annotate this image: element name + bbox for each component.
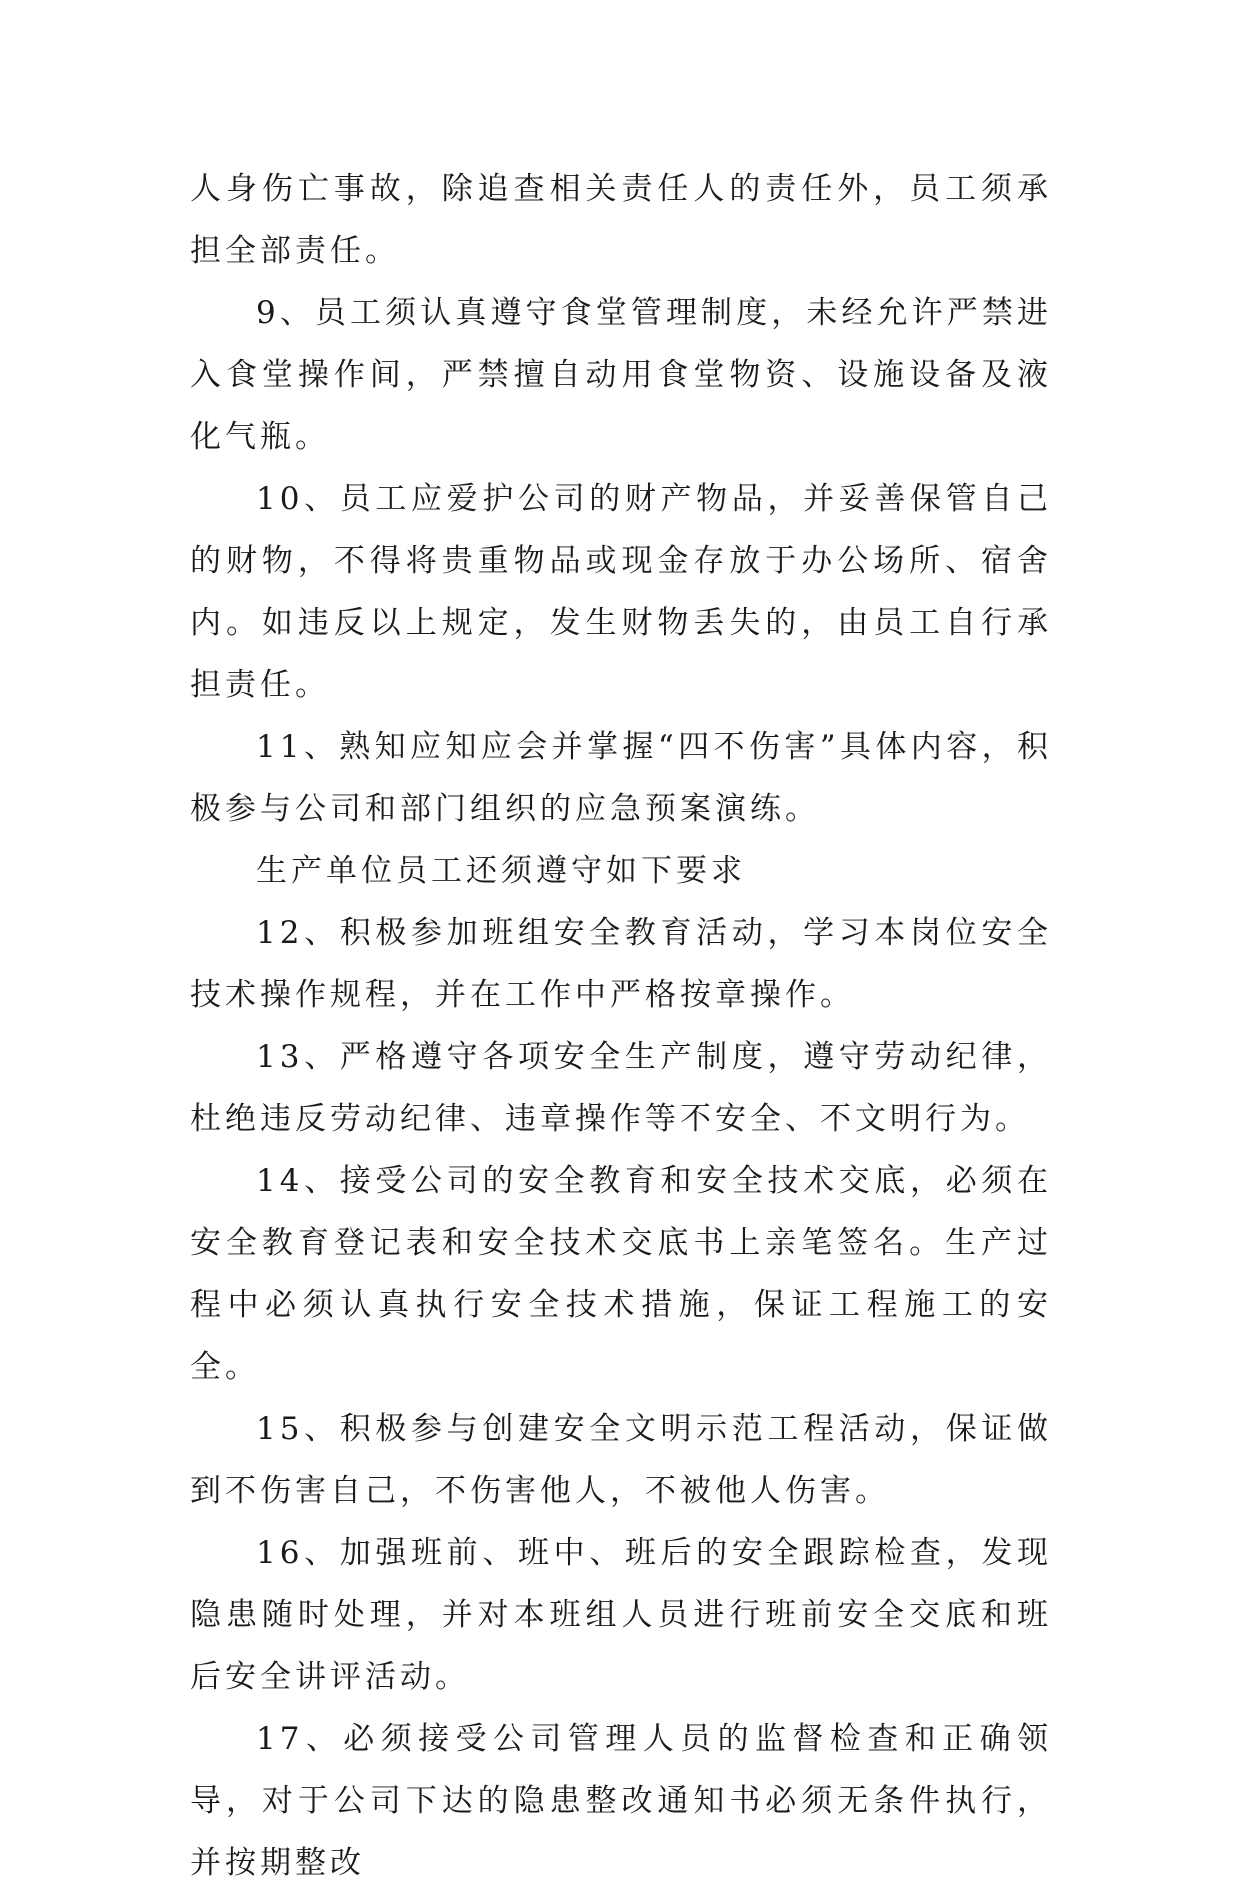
paragraph-item-15: 15、积极参与创建安全文明示范工程活动，保证做到不伤害自己，不伤害他人，不被他人伤害。 <box>190 1411 1052 1509</box>
paragraph-item-17: 17、必须接受公司管理人员的监督检查和正确领导，对于公司下达的隐患整改通知书必须无条件执行，并按期整改 <box>190 1721 1052 1881</box>
paragraph-continuation: 人身伤亡事故，除追查相关责任人的责任外，员工须承担全部责任。 <box>190 171 1052 269</box>
document-body <box>190 158 1052 1894</box>
paragraph-section-heading: 生产单位员工还须遵守如下要求 <box>256 853 746 889</box>
paragraph-item-11: 11、熟知应知应会并掌握“四不伤害”具体内容，积极参与公司和部门组织的应急预案演练。 <box>190 729 1052 827</box>
paragraph-item-9: 9、员工须认真遵守食堂管理制度，未经允许严禁进入食堂操作间，严禁擅自动用食堂物资、设施设备及液化气瓶。 <box>190 295 1052 455</box>
paragraph-item-13: 13、严格遵守各项安全生产制度，遵守劳动纪律，杜绝违反劳动纪律、违章操作等不安全、不文明行为。 <box>190 1039 1052 1137</box>
paragraph-item-12: 12、积极参加班组安全教育活动，学习本岗位安全技术操作规程，并在工作中严格按章操作。 <box>190 915 1052 1013</box>
paragraph-item-16: 16、加强班前、班中、班后的安全跟踪检查，发现隐患随时处理，并对本班组人员进行班前安全交底和班后安全讲评活动。 <box>190 1535 1052 1695</box>
paragraph-item-14: 14、接受公司的安全教育和安全技术交底，必须在安全教育登记表和安全技术交底书上亲笔签名。生产过程中必须认真执行安全技术措施，保证工程施工的安全。 <box>190 1163 1052 1385</box>
paragraph-item-10: 10、员工应爱护公司的财产物品，并妥善保管自己的财物，不得将贵重物品或现金存放于办公场所、宿舍内。如违反以上规定，发生财物丢失的，由员工自行承担责任。 <box>190 481 1052 703</box>
